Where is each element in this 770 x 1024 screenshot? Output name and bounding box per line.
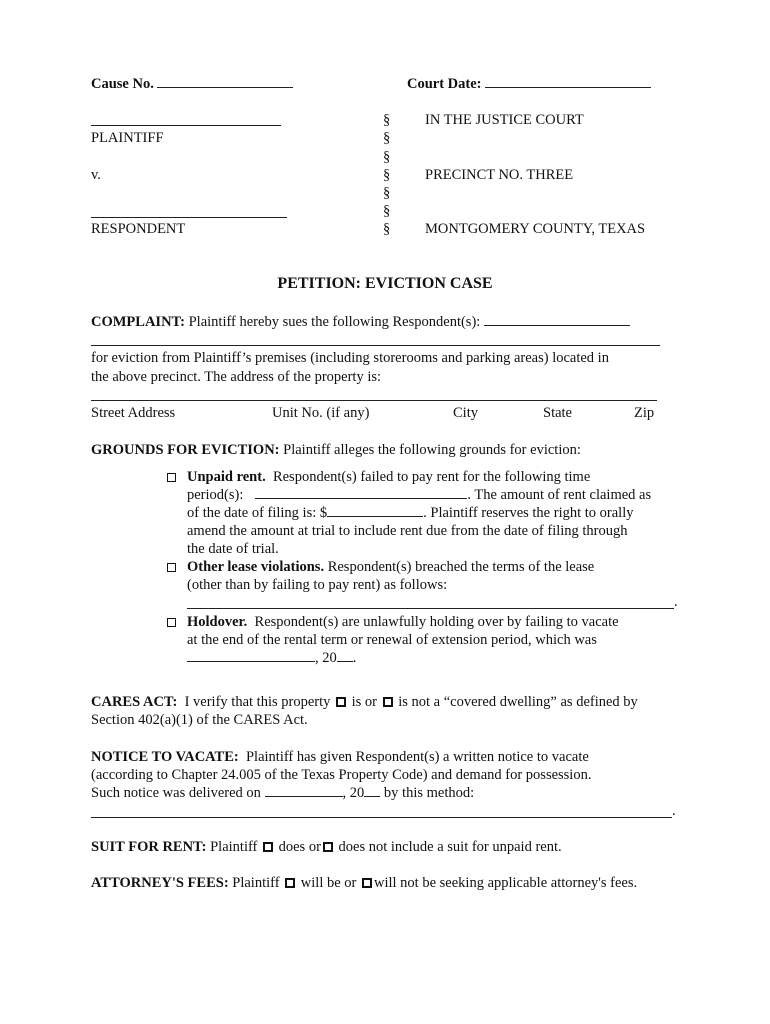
suit-for-rent-line — [91, 839, 562, 856]
section-symbol: § — [383, 221, 391, 237]
respondent-label: RESPONDENT — [91, 221, 186, 237]
fees-will-be-or: will be or — [300, 875, 357, 891]
amend-text-end: the date of trial. — [187, 541, 279, 557]
other-violations-text-2: (other than by failing to pay rent) as follows: — [187, 577, 448, 593]
cares-covered-text: is not a “covered dwelling” as defined by — [398, 694, 638, 710]
section-symbol: § — [383, 203, 391, 219]
grounds-line — [91, 442, 581, 459]
complaint-text-3: the above precinct. The address of the property is: — [91, 369, 382, 385]
notice-method-blank[interactable] — [91, 817, 672, 818]
holdover-year-blank[interactable] — [337, 660, 353, 662]
county-name: MONTGOMERY COUNTY, TEXAS — [425, 221, 646, 237]
unit-number-label: Unit No. (if any) — [272, 405, 370, 421]
notice-method-text: by this method: — [383, 785, 475, 801]
unpaid-rent-checkbox[interactable] — [167, 473, 176, 482]
complaint-label: COMPLAINT: — [91, 314, 185, 330]
suit-text: does not include a suit for unpaid rent. — [338, 839, 562, 855]
attorney-fees-label: ATTORNEY'S FEES: — [91, 875, 229, 891]
violations-period: . — [674, 594, 678, 610]
notice-year-prefix: , 20 — [342, 785, 365, 801]
cause-number-field — [91, 76, 293, 93]
suit-plaintiff-text: Plaintiff — [210, 839, 258, 855]
section-symbol: § — [383, 130, 391, 146]
city-label: City — [453, 405, 478, 421]
complaint-line — [91, 314, 630, 331]
cares-act-text: I verify that this property — [184, 694, 331, 710]
holdover-text: Respondent(s) are unlawfully holding over by failing to vacate — [254, 614, 619, 630]
fees-plaintiff-text: Plaintiff — [232, 875, 280, 891]
amend-text: amend the amount at trial to include rent due from the date of filing through — [187, 523, 628, 539]
holdover-title: Holdover. — [187, 614, 248, 630]
unpaid-rent-text: Respondent(s) failed to pay rent for the following time — [272, 469, 591, 485]
precinct-name: PRECINCT NO. THREE — [425, 167, 574, 183]
rent-amount-blank[interactable] — [327, 515, 423, 517]
street-address-label: Street Address — [91, 405, 176, 421]
period-label: period(s): — [187, 487, 244, 503]
seeking-fees-checkbox[interactable] — [285, 878, 295, 888]
section-symbol: § — [383, 112, 391, 128]
rent-claimed-text: . The amount of rent claimed as — [467, 487, 652, 503]
cause-number-blank[interactable] — [157, 86, 293, 88]
cause-number-label: Cause No. — [91, 76, 154, 92]
covered-dwelling-checkbox[interactable] — [336, 697, 346, 707]
grounds-label: GROUNDS FOR EVICTION: — [91, 442, 280, 458]
complaint-text: Plaintiff hereby sues the following Respondent(s): — [188, 314, 481, 330]
notice-to-vacate-section — [91, 748, 681, 802]
property-address-blank[interactable] — [91, 400, 657, 401]
notice-delivered-text: Such notice was delivered on — [91, 785, 261, 801]
suit-for-rent-label: SUIT FOR RENT: — [91, 839, 207, 855]
notice-period: . — [672, 803, 676, 819]
plaintiff-label: PLAINTIFF — [91, 130, 164, 146]
rent-period-blank[interactable] — [255, 497, 467, 499]
unpaid-rent-item — [187, 468, 687, 558]
respondent-names-blank[interactable] — [484, 324, 630, 326]
notice-date-blank[interactable] — [265, 795, 343, 797]
not-covered-dwelling-checkbox[interactable] — [383, 697, 393, 707]
zip-label: Zip — [634, 405, 655, 421]
other-violations-item — [187, 558, 687, 594]
reserve-right-text: . Plaintiff reserves the right to orally — [423, 505, 634, 521]
respondent-name-blank[interactable] — [91, 217, 287, 218]
notice-text: Plaintiff has given Respondent(s) a written notice to vacate — [245, 749, 589, 765]
excludes-suit-checkbox[interactable] — [323, 842, 333, 852]
notice-year-blank[interactable] — [364, 795, 380, 797]
notice-to-vacate-label: NOTICE TO VACATE: — [91, 749, 239, 765]
cares-act-section — [91, 693, 681, 729]
other-violations-checkbox[interactable] — [167, 563, 176, 572]
plaintiff-name-blank[interactable] — [91, 125, 281, 126]
other-violations-title: Other lease violations. — [187, 559, 325, 575]
cares-act-text-2: Section 402(a)(1) of the CARES Act. — [91, 712, 308, 728]
cares-is-or: is or — [351, 694, 377, 710]
court-name: IN THE JUSTICE COURT — [425, 112, 584, 128]
court-date-blank[interactable] — [485, 86, 651, 88]
section-symbol: § — [383, 167, 391, 183]
complaint-text-2: for eviction from Plaintiff’s premises (including storerooms and parking areas) located in — [91, 350, 609, 366]
section-symbol: § — [383, 185, 391, 201]
suit-does-or: does or — [278, 839, 321, 855]
unpaid-rent-title: Unpaid rent. — [187, 469, 266, 485]
fees-text: will not be seeking applicable attorney's fees. — [374, 875, 638, 891]
court-date-label: Court Date: — [407, 76, 482, 92]
other-violations-text: Respondent(s) breached the terms of the lease — [327, 559, 595, 575]
holdover-period: . — [352, 650, 357, 666]
rent-amount-label: of the date of filing is: $ — [187, 505, 328, 521]
holdover-text-2: at the end of the rental term or renewal of extension period, which was — [187, 632, 597, 648]
not-seeking-fees-checkbox[interactable] — [362, 878, 372, 888]
court-date-field — [407, 76, 651, 93]
violations-description-blank[interactable] — [187, 608, 674, 609]
holdover-year-prefix: , 20 — [315, 650, 337, 666]
state-label: State — [543, 405, 572, 421]
section-symbol: § — [383, 149, 391, 165]
page-title: PETITION: EVICTION CASE — [277, 275, 493, 292]
respondent-names-blank-2[interactable] — [91, 345, 660, 346]
holdover-checkbox[interactable] — [167, 618, 176, 627]
includes-suit-checkbox[interactable] — [263, 842, 273, 852]
grounds-text: Plaintiff alleges the following grounds for eviction: — [283, 442, 581, 458]
holdover-date-blank[interactable] — [187, 660, 315, 662]
versus-label: v. — [91, 167, 101, 183]
attorney-fees-line — [91, 875, 637, 892]
notice-text-2: (according to Chapter 24.005 of the Texas Property Code) and demand for possession. — [91, 767, 592, 783]
holdover-item — [187, 613, 687, 667]
cares-act-label: CARES ACT: — [91, 694, 178, 710]
